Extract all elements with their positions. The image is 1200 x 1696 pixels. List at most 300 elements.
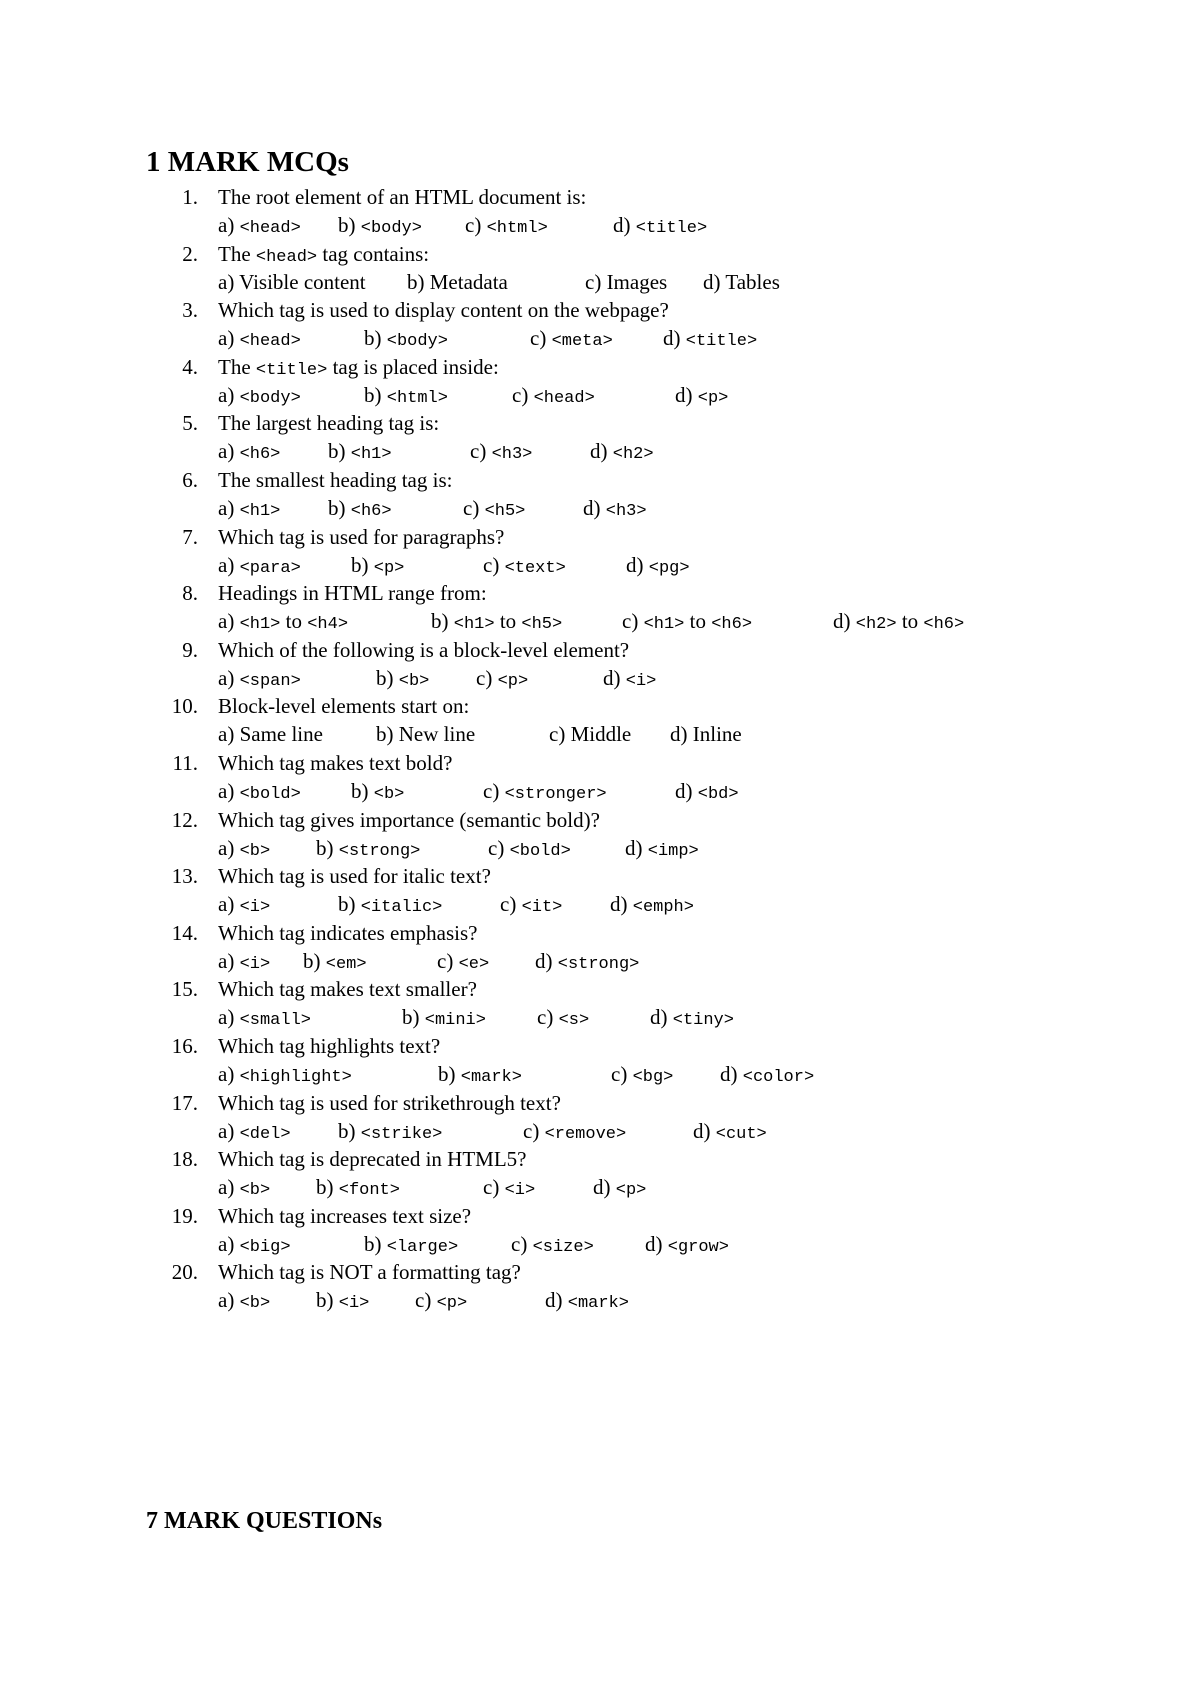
option-b — [364, 324, 448, 356]
text-run: c) — [483, 1175, 505, 1200]
question-number: 6. — [182, 467, 198, 492]
option-b — [338, 890, 442, 922]
text-run: b) — [351, 552, 374, 577]
text-run: c) Middle — [549, 722, 632, 747]
option-c — [549, 720, 631, 748]
option-d — [645, 1230, 729, 1262]
option-b — [316, 1173, 400, 1205]
text-run: to — [896, 609, 924, 634]
code-tag: <p> — [373, 558, 405, 578]
option-a — [218, 834, 270, 866]
option-a — [218, 1230, 291, 1262]
question-item — [0, 806, 1200, 863]
text-run: c) — [530, 326, 552, 351]
question-text — [218, 692, 469, 720]
option-c — [415, 1286, 467, 1318]
text-run: Which tag is used for paragraphs? — [218, 524, 505, 549]
code-tag: <h3> — [605, 501, 647, 521]
code-tag: <p> — [697, 388, 729, 408]
code-tag: <b> — [398, 671, 430, 691]
text-run: c) — [465, 213, 487, 237]
option-a — [218, 1173, 270, 1205]
text-run: d) — [610, 892, 633, 917]
text-run: d) — [693, 1118, 716, 1143]
text-run: c) — [523, 1118, 545, 1143]
option-a — [218, 1286, 270, 1318]
text-run: c) — [476, 665, 498, 690]
code-tag: <h5> — [484, 501, 526, 521]
code-tag: <color> — [742, 1067, 815, 1087]
option-b — [328, 437, 392, 469]
code-tag: <h6> — [711, 615, 753, 635]
code-tag: <emph> — [632, 898, 694, 918]
code-tag: <head> — [255, 247, 318, 267]
option-d — [703, 268, 780, 296]
text-run: Which tag increases text size? — [218, 1203, 472, 1228]
code-tag: <del> — [239, 1124, 291, 1144]
question-text — [218, 296, 669, 324]
question-item — [0, 1032, 1200, 1089]
text-run: c) — [622, 609, 644, 634]
question-number: 9. — [182, 637, 198, 662]
question-number: 18. — [171, 1147, 198, 1172]
code-tag: <e> — [458, 954, 490, 974]
text-run: Which tag indicates emphasis? — [218, 920, 478, 945]
option-d — [626, 551, 690, 583]
question-item — [0, 749, 1200, 806]
question-item — [0, 692, 1200, 749]
question-number: 2. — [182, 241, 198, 266]
text-run: The root element of an HTML document is: — [218, 185, 587, 209]
question-item — [0, 862, 1200, 919]
option-d — [720, 1060, 814, 1092]
option-d — [590, 437, 654, 469]
text-run: b) — [338, 1118, 361, 1143]
text-run: d) — [625, 835, 648, 860]
code-tag: <i> — [239, 898, 271, 918]
code-tag: <head> — [239, 219, 301, 238]
text-run: b) — [328, 439, 351, 464]
text-run: a) — [218, 778, 240, 803]
option-a — [218, 720, 323, 748]
option-b — [402, 1003, 486, 1035]
option-c — [523, 1117, 626, 1149]
question-item — [0, 1258, 1200, 1315]
code-tag: <mark> — [460, 1067, 522, 1087]
text-run: a) — [218, 948, 240, 973]
question-item — [0, 296, 1200, 353]
option-b — [338, 1117, 442, 1149]
text-run: a) — [218, 326, 240, 351]
option-b — [438, 1060, 522, 1092]
text-run: b) — [402, 1005, 425, 1030]
question-number: 20. — [171, 1260, 198, 1285]
option-a — [218, 324, 301, 356]
option-c — [512, 381, 595, 413]
code-tag: <h4> — [307, 615, 349, 635]
option-d — [650, 1003, 734, 1035]
text-run: b) — [338, 892, 361, 917]
option-d — [535, 947, 639, 979]
code-tag: <bg> — [632, 1067, 674, 1087]
text-run: a) — [218, 439, 240, 464]
question-text — [218, 749, 452, 777]
text-run: d) — [613, 213, 636, 237]
text-run: d) — [720, 1061, 743, 1086]
text-run: b) — [303, 948, 326, 973]
question-text — [218, 636, 629, 664]
text-run: a) — [218, 1118, 240, 1143]
code-tag: <title> — [635, 219, 708, 238]
code-tag: <h6> — [350, 501, 392, 521]
option-a — [218, 607, 348, 639]
code-tag: <body> — [239, 388, 301, 408]
code-tag: <small> — [239, 1011, 311, 1031]
question-text — [218, 1145, 526, 1173]
text-run: d) — [650, 1005, 673, 1030]
question-item — [0, 1202, 1200, 1259]
option-a — [218, 551, 301, 583]
text-run: to — [684, 609, 712, 634]
code-tag: <html> — [486, 219, 548, 238]
code-tag: <body> — [386, 332, 448, 352]
option-c — [470, 437, 532, 469]
text-run: a) — [218, 1175, 240, 1200]
question-item — [0, 409, 1200, 466]
question-item — [0, 919, 1200, 976]
text-run: d) Tables — [703, 269, 780, 294]
option-d — [610, 890, 694, 922]
code-tag: <i> — [338, 1294, 370, 1314]
code-tag: <p> — [436, 1294, 468, 1314]
code-tag: <pg> — [648, 558, 690, 578]
text-run: c) Images — [585, 269, 668, 294]
code-tag: <h2> — [612, 445, 654, 465]
text-run: d) — [535, 948, 558, 973]
text-run: d) — [645, 1231, 668, 1256]
code-tag: <s> — [558, 1011, 590, 1031]
text-run: b) New line — [376, 722, 476, 747]
text-run: b) — [438, 1061, 461, 1086]
option-c — [511, 1230, 594, 1262]
option-c — [483, 551, 566, 583]
option-b — [407, 268, 508, 296]
text-run: d) — [833, 609, 856, 634]
option-d — [693, 1117, 767, 1149]
option-d — [670, 720, 742, 748]
option-c — [483, 777, 607, 809]
code-tag: <h1> — [643, 615, 685, 635]
text-run: a) Visible content — [218, 269, 366, 294]
code-tag: <strong> — [557, 954, 640, 974]
question-number: 13. — [171, 864, 198, 889]
option-b — [364, 381, 448, 413]
code-tag: <h6> — [239, 445, 281, 465]
text-run: b) — [364, 382, 387, 407]
option-d — [625, 834, 699, 866]
option-d — [545, 1286, 629, 1318]
text-run: Block-level elements start on: — [218, 694, 470, 719]
text-run: a) — [218, 1288, 240, 1313]
code-tag: <h3> — [491, 445, 533, 465]
option-c — [483, 1173, 535, 1205]
question-number: 1. — [182, 185, 198, 209]
code-tag: <title> — [685, 332, 758, 352]
text-run: d) Inline — [670, 722, 742, 747]
code-tag: <html> — [386, 388, 448, 408]
question-item — [0, 975, 1200, 1032]
option-d — [663, 324, 757, 356]
text-run: The — [218, 241, 256, 266]
option-c — [488, 834, 571, 866]
option-b — [303, 947, 367, 979]
question-item — [0, 353, 1200, 410]
question-item — [0, 1089, 1200, 1146]
question-number: 11. — [172, 750, 198, 775]
text-run: c) — [511, 1231, 533, 1256]
code-tag: <b> — [239, 1181, 271, 1201]
option-d — [613, 211, 707, 243]
text-run: a) — [218, 609, 240, 634]
code-tag: <text> — [504, 558, 566, 578]
text-run: tag contains: — [317, 241, 430, 266]
code-tag: <imp> — [647, 841, 699, 861]
option-c — [463, 494, 525, 526]
question-text — [218, 1032, 440, 1060]
text-run: b) — [316, 835, 339, 860]
text-run: c) — [611, 1061, 633, 1086]
option-b — [351, 777, 404, 809]
text-run: a) — [218, 1061, 240, 1086]
text-run: b) — [364, 1231, 387, 1256]
code-tag: <bold> — [509, 841, 571, 861]
code-tag: <strike> — [360, 1124, 443, 1144]
code-tag: <i> — [239, 954, 271, 974]
code-tag: <highlight> — [239, 1067, 352, 1087]
option-a — [218, 664, 301, 696]
code-tag: <strong> — [338, 841, 421, 861]
option-b — [376, 720, 475, 748]
text-run: Which tag makes text bold? — [218, 750, 453, 775]
code-tag: <bd> — [697, 784, 739, 804]
text-run: a) — [218, 1231, 240, 1256]
text-run: a) — [218, 665, 240, 690]
code-tag: <i> — [504, 1181, 536, 1201]
code-tag: <p> — [497, 671, 529, 691]
text-run: a) — [218, 552, 240, 577]
text-run: a) — [218, 213, 240, 237]
code-tag: <h6> — [923, 615, 965, 635]
option-b — [316, 834, 420, 866]
text-run: Which tag is used to display content on the webpage? — [218, 298, 669, 323]
code-tag: <b> — [239, 1294, 271, 1314]
option-d — [675, 381, 728, 413]
text-run: Which tag gives importance (semantic bold)? — [218, 807, 600, 832]
option-b — [376, 664, 429, 696]
text-run: b) Metadata — [407, 269, 508, 294]
option-a — [218, 947, 270, 979]
option-b — [431, 607, 562, 639]
option-b — [338, 211, 422, 243]
text-run: c) — [537, 1005, 559, 1030]
question-text — [218, 409, 439, 437]
question-number: 3. — [182, 298, 198, 323]
text-run: d) — [663, 326, 686, 351]
text-run: Which tag makes text smaller? — [218, 977, 477, 1002]
option-a — [218, 211, 301, 243]
code-tag: <it> — [521, 898, 563, 918]
question-number: 19. — [171, 1203, 198, 1228]
option-d — [583, 494, 647, 526]
question-text — [218, 579, 487, 607]
option-a — [218, 381, 301, 413]
text-run: c) — [437, 948, 459, 973]
code-tag: <italic> — [360, 898, 443, 918]
question-text — [218, 1202, 471, 1230]
code-tag: <i> — [625, 671, 657, 691]
text-run: b) — [364, 326, 387, 351]
code-tag: <h2> — [855, 615, 897, 635]
option-a — [218, 890, 270, 922]
text-run: a) — [218, 892, 240, 917]
option-d — [603, 664, 656, 696]
question-item — [0, 1145, 1200, 1202]
option-a — [218, 268, 366, 296]
option-c — [500, 890, 562, 922]
text-run: b) — [328, 495, 351, 520]
option-d — [675, 777, 739, 809]
text-run: c) — [483, 778, 505, 803]
text-run: Which tag highlights text? — [218, 1033, 441, 1058]
text-run: d) — [593, 1175, 616, 1200]
question-number: 15. — [171, 977, 198, 1002]
option-d — [593, 1173, 646, 1205]
text-run: c) — [512, 382, 534, 407]
code-tag: <stronger> — [504, 784, 607, 804]
text-run: d) — [583, 495, 606, 520]
question-number: 12. — [171, 807, 198, 832]
code-tag: <p> — [615, 1181, 647, 1201]
code-tag: <b> — [239, 841, 271, 861]
option-b — [328, 494, 392, 526]
code-tag: <bold> — [239, 784, 301, 804]
code-tag: <body> — [360, 219, 422, 238]
text-run: c) — [483, 552, 505, 577]
text-run: b) — [351, 778, 374, 803]
text-run: d) — [675, 778, 698, 803]
option-b — [364, 1230, 458, 1262]
option-c — [585, 268, 667, 296]
long-answer-section-title: 7 MARK QUESTIONs — [146, 1508, 383, 1534]
question-item — [0, 636, 1200, 693]
option-c — [611, 1060, 673, 1092]
text-run: c) — [488, 835, 510, 860]
text-run: a) Same line — [218, 722, 323, 747]
text-run: d) — [675, 382, 698, 407]
code-tag: <large> — [386, 1237, 459, 1257]
code-tag: <h5> — [521, 615, 563, 635]
text-run: Headings in HTML range from: — [218, 581, 487, 606]
code-tag: <cut> — [715, 1124, 767, 1144]
question-number: 8. — [182, 581, 198, 606]
text-run: c) — [463, 495, 485, 520]
text-run: a) — [218, 382, 240, 407]
text-run: d) — [603, 665, 626, 690]
option-b — [351, 551, 404, 583]
text-run: to — [494, 609, 522, 634]
code-tag: <title> — [255, 360, 328, 380]
option-a — [218, 777, 301, 809]
text-run: Which tag is used for strikethrough text? — [218, 1090, 561, 1115]
code-tag: <h1> — [239, 501, 281, 521]
code-tag: <h1> — [239, 615, 281, 635]
question-text — [218, 466, 452, 494]
text-run: Which tag is NOT a formatting tag? — [218, 1260, 521, 1285]
question-text — [218, 975, 477, 1003]
text-run: a) — [218, 495, 240, 520]
text-run: The largest heading tag is: — [218, 411, 440, 436]
option-c — [476, 664, 528, 696]
question-list — [0, 183, 1200, 1315]
text-run: b) — [316, 1175, 339, 1200]
question-text — [218, 523, 504, 551]
code-tag: <para> — [239, 558, 301, 578]
code-tag: <grow> — [667, 1237, 729, 1257]
code-tag: <mark> — [567, 1294, 629, 1314]
option-a — [218, 494, 280, 526]
option-c — [437, 947, 489, 979]
text-run: Which tag is used for italic text? — [218, 864, 491, 889]
text-run: b) — [376, 665, 399, 690]
code-tag: <head> — [533, 388, 595, 408]
text-run: to — [280, 609, 308, 634]
question-item — [0, 523, 1200, 580]
option-a — [218, 437, 280, 469]
option-d — [833, 607, 964, 639]
question-text — [218, 919, 478, 947]
text-run: a) — [218, 835, 240, 860]
code-tag: <meta> — [551, 332, 613, 352]
question-number: 7. — [182, 524, 198, 549]
text-run: Which of the following is a block-level element? — [218, 637, 630, 662]
option-c — [465, 211, 548, 243]
code-tag: <tiny> — [672, 1011, 734, 1031]
question-item — [0, 183, 1200, 240]
question-number: 14. — [171, 920, 198, 945]
question-number: 10. — [171, 694, 198, 719]
text-run: Which tag is deprecated in HTML5? — [218, 1147, 527, 1172]
text-run: tag is placed inside: — [327, 354, 499, 379]
question-number: 5. — [182, 411, 198, 436]
question-text — [218, 1258, 521, 1286]
question-number: 4. — [182, 354, 198, 379]
text-run: c) — [500, 892, 522, 917]
option-c — [622, 607, 752, 639]
code-tag: <font> — [338, 1181, 400, 1201]
option-a — [218, 1003, 311, 1035]
code-tag: <mini> — [424, 1011, 486, 1031]
code-tag: <big> — [239, 1237, 291, 1257]
code-tag: <b> — [373, 784, 405, 804]
code-tag: <h1> — [453, 615, 495, 635]
code-tag: <h1> — [350, 445, 392, 465]
option-c — [537, 1003, 589, 1035]
text-run: c) — [470, 439, 492, 464]
question-item — [0, 466, 1200, 523]
option-a — [218, 1060, 352, 1092]
text-run: The — [218, 354, 256, 379]
question-text — [218, 183, 586, 211]
